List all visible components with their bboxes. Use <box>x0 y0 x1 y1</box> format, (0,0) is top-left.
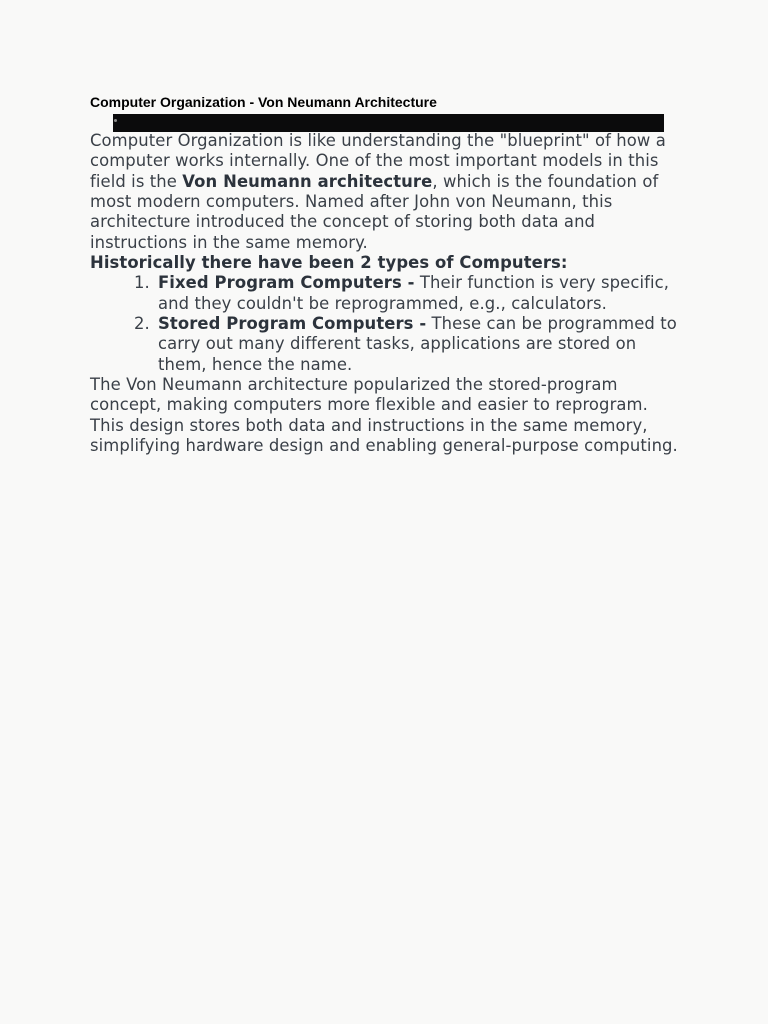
list-item <box>134 273 680 314</box>
list-item <box>134 314 680 375</box>
conclusion-paragraph: The Von Neumann architecture popularized the stored-program concept, making computers more flexible and easier to reprogram. This design stores both data and instructions in the same memory, simplifying hardware design and enabling general-purpose computing. <box>90 375 678 456</box>
intro-text-end: , which is the foundation of most modern computers. Named after John von Neumann, this architecture introduced the concept of storing both data and instructions in the same memory. <box>90 171 659 252</box>
media-indicator-icon <box>114 119 117 122</box>
list-item-description: Their function is very specific, and they couldn't be reprogrammed, e.g., calculators. <box>158 273 670 313</box>
intro-text-start: Computer Organization is like understanding the "blueprint" of how a computer works internally. One of the most important models in this field is the <box>90 131 666 191</box>
document-body <box>90 131 680 457</box>
document-title: Computer Organization - Von Neumann Architecture <box>90 94 437 110</box>
embedded-media-bar[interactable] <box>113 114 664 132</box>
types-heading: Historically there have been 2 types of Computers: <box>90 253 568 273</box>
list-item-term: Fixed Program Computers - <box>158 273 415 293</box>
list-item-description: These can be programmed to carry out many different tasks, applications are stored on them, hence the name. <box>158 314 677 374</box>
computer-types-list <box>90 273 680 375</box>
list-item-term: Stored Program Computers - <box>158 314 427 334</box>
intro-paragraph <box>90 131 680 253</box>
list-item-number: 1. <box>134 273 150 293</box>
list-item-number: 2. <box>134 314 150 334</box>
intro-bold-term: Von Neumann architecture <box>182 171 433 191</box>
